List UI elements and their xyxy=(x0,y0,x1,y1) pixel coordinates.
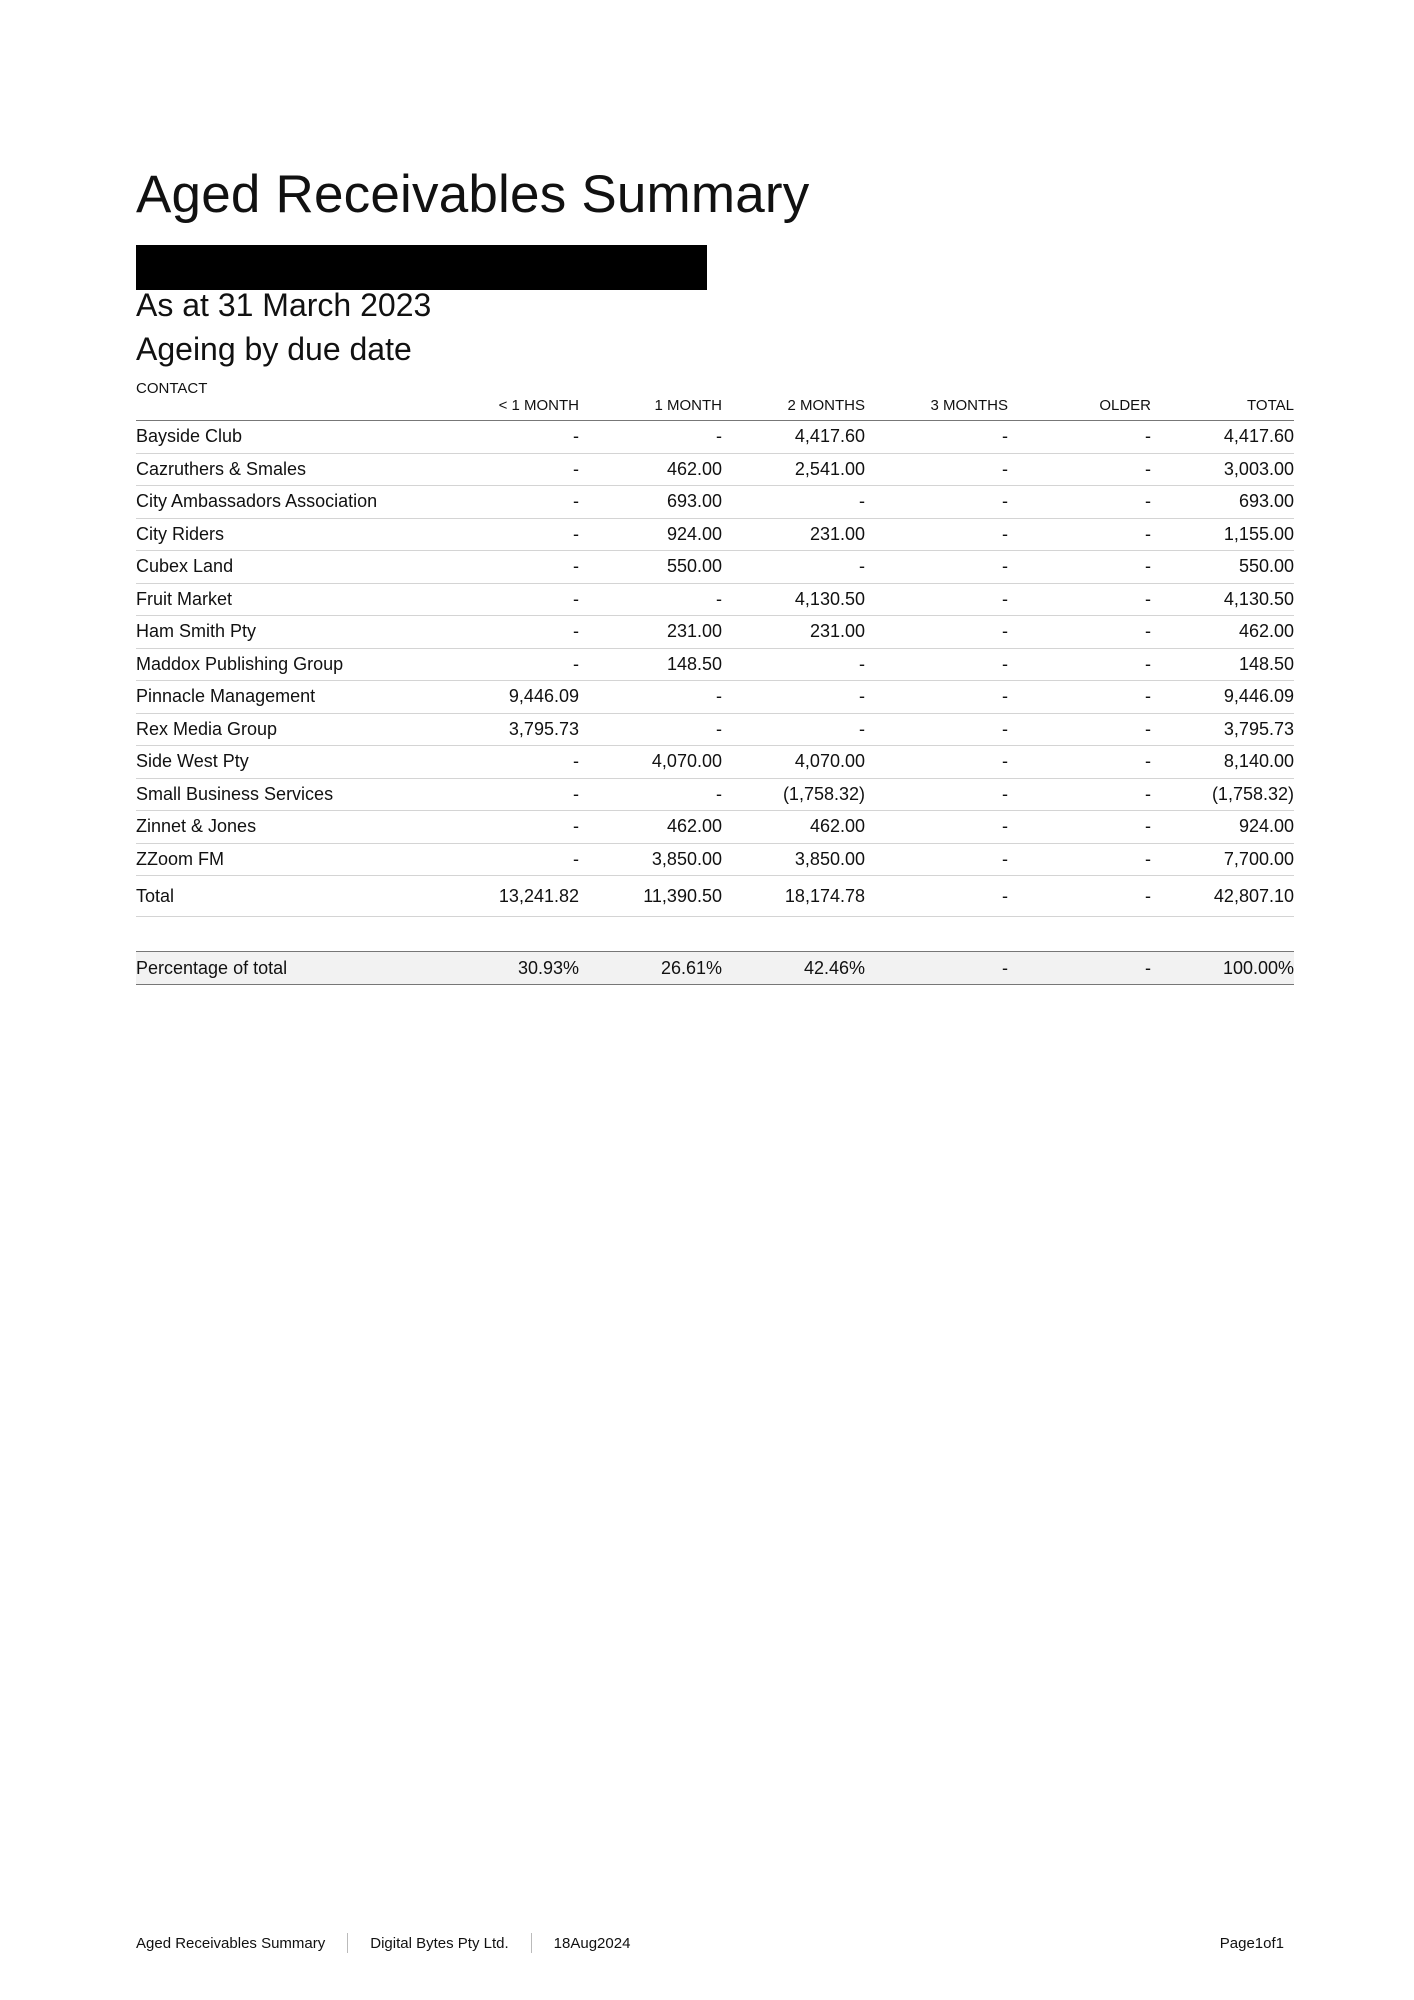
cell-contact: City Riders xyxy=(136,518,436,551)
cell-older: - xyxy=(1008,583,1151,616)
cell-lt-1-month: - xyxy=(436,616,579,649)
cell-contact: ZZoom FM xyxy=(136,843,436,876)
column-header-1-month: 1 MONTH xyxy=(579,376,722,421)
table-row xyxy=(136,778,1294,811)
percentage-cell-older: - xyxy=(1008,952,1151,985)
cell-3-months: - xyxy=(865,648,1008,681)
cell-3-months: - xyxy=(865,518,1008,551)
cell-older: - xyxy=(1008,811,1151,844)
footer-date: 18Aug2024 xyxy=(553,1934,631,1952)
cell-lt-1-month: - xyxy=(436,648,579,681)
cell-3-months: - xyxy=(865,746,1008,779)
cell-lt-1-month: - xyxy=(436,811,579,844)
cell-contact: Small Business Services xyxy=(136,778,436,811)
column-header-3-months: 3 MONTHS xyxy=(865,376,1008,421)
table-row xyxy=(136,551,1294,584)
cell-lt-1-month: - xyxy=(436,518,579,551)
footer-divider xyxy=(531,1933,532,1953)
cell-contact: Side West Pty xyxy=(136,746,436,779)
report-title: Aged Receivables Summary xyxy=(136,165,810,224)
cell-3-months: - xyxy=(865,583,1008,616)
total-cell-older: - xyxy=(1008,876,1151,917)
cell-contact: City Ambassadors Association xyxy=(136,486,436,519)
percentage-cell-1-month: 26.61% xyxy=(579,952,722,985)
cell-1-month: 231.00 xyxy=(579,616,722,649)
cell-lt-1-month: - xyxy=(436,746,579,779)
cell-2-months: 231.00 xyxy=(722,616,865,649)
report-page xyxy=(136,0,1294,2000)
table-row xyxy=(136,746,1294,779)
footer-company: Digital Bytes Pty Ltd. xyxy=(370,1934,509,1952)
cell-2-months: 3,850.00 xyxy=(722,843,865,876)
percentage-cell-lt-1-month: 30.93% xyxy=(436,952,579,985)
cell-lt-1-month: - xyxy=(436,486,579,519)
cell-2-months: - xyxy=(722,713,865,746)
table-row xyxy=(136,648,1294,681)
total-cell-2-months: 18,174.78 xyxy=(722,876,865,917)
cell-2-months: - xyxy=(722,681,865,714)
cell-older: - xyxy=(1008,551,1151,584)
cell-lt-1-month: - xyxy=(436,453,579,486)
aged-receivables-table xyxy=(136,376,1294,985)
cell-contact: Bayside Club xyxy=(136,421,436,454)
column-header-contact: CONTACT xyxy=(136,376,436,421)
cell-1-month: 462.00 xyxy=(579,453,722,486)
cell-2-months: 4,070.00 xyxy=(722,746,865,779)
cell-1-month: - xyxy=(579,583,722,616)
cell-2-months: (1,758.32) xyxy=(722,778,865,811)
cell-2-months: - xyxy=(722,648,865,681)
cell-3-months: - xyxy=(865,486,1008,519)
cell-older: - xyxy=(1008,453,1151,486)
cell-older: - xyxy=(1008,648,1151,681)
cell-older: - xyxy=(1008,746,1151,779)
cell-1-month: 462.00 xyxy=(579,811,722,844)
cell-3-months: - xyxy=(865,616,1008,649)
cell-older: - xyxy=(1008,616,1151,649)
cell-total: 3,795.73 xyxy=(1151,713,1294,746)
cell-1-month: 550.00 xyxy=(579,551,722,584)
cell-lt-1-month: - xyxy=(436,583,579,616)
cell-total: 8,140.00 xyxy=(1151,746,1294,779)
cell-older: - xyxy=(1008,778,1151,811)
cell-3-months: - xyxy=(865,778,1008,811)
table-row xyxy=(136,486,1294,519)
cell-lt-1-month: - xyxy=(436,421,579,454)
table-row xyxy=(136,843,1294,876)
percentage-cell-contact: Percentage of total xyxy=(136,952,436,985)
cell-lt-1-month: - xyxy=(436,843,579,876)
cell-3-months: - xyxy=(865,453,1008,486)
table-row xyxy=(136,518,1294,551)
column-header-older: OLDER xyxy=(1008,376,1151,421)
page-footer xyxy=(136,1933,1284,1953)
cell-contact: Maddox Publishing Group xyxy=(136,648,436,681)
cell-1-month: - xyxy=(579,778,722,811)
table-row xyxy=(136,811,1294,844)
percentage-row xyxy=(136,952,1294,985)
cell-2-months: - xyxy=(722,486,865,519)
cell-1-month: 148.50 xyxy=(579,648,722,681)
cell-3-months: - xyxy=(865,551,1008,584)
table-header-row xyxy=(136,376,1294,421)
cell-3-months: - xyxy=(865,811,1008,844)
table-row xyxy=(136,421,1294,454)
cell-total: 9,446.09 xyxy=(1151,681,1294,714)
cell-2-months: - xyxy=(722,551,865,584)
cell-1-month: 924.00 xyxy=(579,518,722,551)
column-header-total: TOTAL xyxy=(1151,376,1294,421)
cell-2-months: 462.00 xyxy=(722,811,865,844)
total-cell-total: 42,807.10 xyxy=(1151,876,1294,917)
footer-divider xyxy=(347,1933,348,1953)
cell-contact: Pinnacle Management xyxy=(136,681,436,714)
cell-1-month: - xyxy=(579,713,722,746)
cell-older: - xyxy=(1008,421,1151,454)
cell-contact: Cazruthers & Smales xyxy=(136,453,436,486)
table-spacer xyxy=(136,917,1294,952)
cell-1-month: 4,070.00 xyxy=(579,746,722,779)
percentage-cell-total: 100.00% xyxy=(1151,952,1294,985)
cell-3-months: - xyxy=(865,843,1008,876)
footer-page-number: Page1of1 xyxy=(1219,1934,1284,1952)
footer-report-name: Aged Receivables Summary xyxy=(136,1934,326,1952)
total-cell-contact: Total xyxy=(136,876,436,917)
cell-2-months: 231.00 xyxy=(722,518,865,551)
cell-3-months: - xyxy=(865,713,1008,746)
column-header-2-months: 2 MONTHS xyxy=(722,376,865,421)
cell-1-month: 3,850.00 xyxy=(579,843,722,876)
cell-older: - xyxy=(1008,843,1151,876)
cell-total: 924.00 xyxy=(1151,811,1294,844)
percentage-cell-3-months: - xyxy=(865,952,1008,985)
cell-total: 7,700.00 xyxy=(1151,843,1294,876)
cell-lt-1-month: - xyxy=(436,778,579,811)
cell-total: 4,417.60 xyxy=(1151,421,1294,454)
cell-2-months: 2,541.00 xyxy=(722,453,865,486)
cell-contact: Rex Media Group xyxy=(136,713,436,746)
table-row xyxy=(136,713,1294,746)
cell-total: 1,155.00 xyxy=(1151,518,1294,551)
total-cell-1-month: 11,390.50 xyxy=(579,876,722,917)
cell-lt-1-month: - xyxy=(436,551,579,584)
table-row xyxy=(136,616,1294,649)
total-row xyxy=(136,876,1294,917)
report-date: As at 31 March 2023 xyxy=(136,287,432,323)
cell-lt-1-month: 3,795.73 xyxy=(436,713,579,746)
cell-total: 693.00 xyxy=(1151,486,1294,519)
cell-total: 148.50 xyxy=(1151,648,1294,681)
cell-older: - xyxy=(1008,681,1151,714)
total-cell-lt-1-month: 13,241.82 xyxy=(436,876,579,917)
cell-contact: Zinnet & Jones xyxy=(136,811,436,844)
cell-contact: Fruit Market xyxy=(136,583,436,616)
cell-total: 550.00 xyxy=(1151,551,1294,584)
cell-total: 462.00 xyxy=(1151,616,1294,649)
cell-2-months: 4,417.60 xyxy=(722,421,865,454)
percentage-cell-2-months: 42.46% xyxy=(722,952,865,985)
cell-1-month: 693.00 xyxy=(579,486,722,519)
column-header-lt-1-month: < 1 MONTH xyxy=(436,376,579,421)
cell-lt-1-month: 9,446.09 xyxy=(436,681,579,714)
cell-total: 3,003.00 xyxy=(1151,453,1294,486)
redacted-block xyxy=(136,245,707,290)
cell-total: 4,130.50 xyxy=(1151,583,1294,616)
cell-older: - xyxy=(1008,486,1151,519)
total-cell-3-months: - xyxy=(865,876,1008,917)
table-row xyxy=(136,453,1294,486)
cell-total: (1,758.32) xyxy=(1151,778,1294,811)
cell-older: - xyxy=(1008,518,1151,551)
cell-1-month: - xyxy=(579,681,722,714)
cell-1-month: - xyxy=(579,421,722,454)
cell-3-months: - xyxy=(865,681,1008,714)
table-row xyxy=(136,681,1294,714)
cell-contact: Cubex Land xyxy=(136,551,436,584)
cell-contact: Ham Smith Pty xyxy=(136,616,436,649)
cell-older: - xyxy=(1008,713,1151,746)
cell-2-months: 4,130.50 xyxy=(722,583,865,616)
report-ageing-basis: Ageing by due date xyxy=(136,331,412,367)
table-row xyxy=(136,583,1294,616)
cell-3-months: - xyxy=(865,421,1008,454)
